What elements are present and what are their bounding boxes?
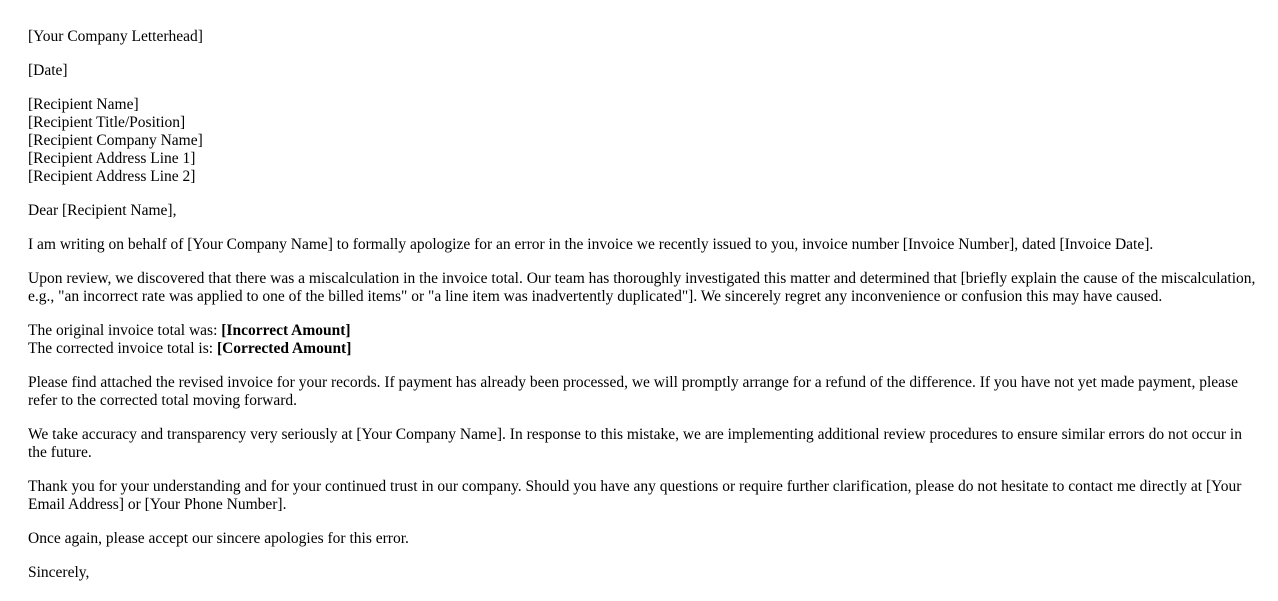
corrected-total-line	[28, 340, 1256, 358]
recipient-address-line-2: [Recipient Address Line 2]	[28, 168, 196, 185]
paragraph-apology: Once again, please accept our sincere apologies for this error.	[28, 530, 409, 547]
paragraph-accuracy: We take accuracy and transparency very seriously at [Your Company Name]. In response to this mistake, we are implementing additional review procedures to ensure similar errors do not occur in the future.	[28, 426, 1242, 461]
recipient-company: [Recipient Company Name]	[28, 132, 203, 149]
letter-document	[28, 28, 1256, 598]
paragraph-attached: Please find attached the revised invoice for your records. If payment has already been processed, we will promptly arrange for a refund of the difference. If you have not yet made payment, please refer to the corrected total moving forward.	[28, 374, 1238, 409]
original-total-label: The original invoice total was:	[28, 322, 222, 339]
recipient-block	[28, 96, 1256, 186]
corrected-total-value: [Corrected Amount]	[216, 340, 352, 357]
paragraph-review: Upon review, we discovered that there was a miscalculation in the invoice total. Our team has thoroughly investigated this matter and determined that [briefly explain the cause of the miscalculation, e.g., "an incorrect rate was applied to one of the billed items" or "a line item was inadvertently duplicated"]. We sincerely regret any inconvenience or confusion this may have caused.	[28, 270, 1256, 305]
letter-date: [Date]	[28, 62, 68, 79]
recipient-address-line-1: [Recipient Address Line 1]	[28, 150, 196, 167]
closing: Sincerely,	[28, 564, 90, 581]
recipient-title: [Recipient Title/Position]	[28, 114, 186, 131]
original-total-line	[28, 322, 1256, 340]
paragraph-thanks: Thank you for your understanding and for your continued trust in our company. Should you have any questions or require further clarification, please do not hesitate to contact me directly at [Your Email Address] or [Your Phone Number].	[28, 478, 1242, 513]
letterhead: [Your Company Letterhead]	[28, 28, 203, 45]
corrected-total-label: The corrected invoice total is:	[28, 340, 217, 357]
recipient-name: [Recipient Name]	[28, 96, 139, 113]
original-total-value: [Incorrect Amount]	[221, 322, 351, 339]
invoice-totals	[28, 322, 1256, 358]
salutation: Dear [Recipient Name],	[28, 202, 177, 219]
paragraph-intro: I am writing on behalf of [Your Company Name] to formally apologize for an error in the invoice we recently issued to you, invoice number [Invoice Number], dated [Invoice Date].	[28, 236, 1154, 253]
